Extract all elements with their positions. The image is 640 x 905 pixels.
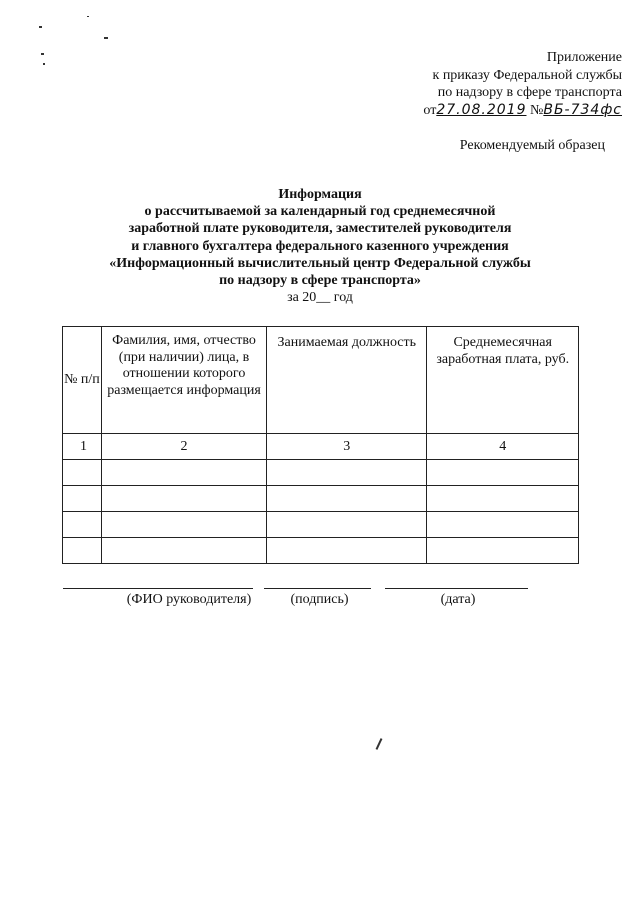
table-cell — [101, 460, 266, 486]
date-signature-line — [385, 588, 528, 589]
appendix-order-line: к приказу Федеральной службы — [432, 67, 622, 83]
recommended-sample-label: Рекомендуемый образец — [459, 138, 605, 153]
signature-line — [264, 588, 371, 589]
date-label: (дата) — [440, 592, 476, 607]
handwritten-order-number: ВБ-734фс — [543, 101, 622, 118]
number-prefix: № — [529, 102, 544, 118]
heading-line: «Информационный вычислительный центр Федеральной службы — [109, 255, 531, 271]
fio-label: (ФИО руководителя) — [126, 592, 252, 607]
table-cell — [427, 486, 579, 512]
appendix-date-line — [360, 102, 622, 120]
appendix-title: Приложение — [546, 50, 622, 65]
scan-speck — [41, 53, 44, 55]
fio-signature-line — [63, 588, 253, 589]
table-row — [63, 512, 579, 538]
table-cell — [63, 460, 102, 486]
signature-label: (подпись) — [290, 592, 349, 607]
scan-speck — [104, 37, 108, 39]
scan-speck — [43, 63, 45, 65]
scan-speck — [87, 16, 89, 17]
table-cell — [427, 512, 579, 538]
date-prefix: от — [423, 102, 437, 118]
header-position: Занимаемая должность — [267, 327, 427, 434]
table-cell — [427, 460, 579, 486]
table-row — [63, 538, 579, 564]
heading-line: заработной плате руководителя, заместителей руководителя — [128, 221, 512, 237]
table-cell — [267, 538, 427, 564]
table-cell — [101, 486, 266, 512]
header-average-salary: Среднемесячная заработная плата, руб. — [427, 327, 579, 434]
heading-line: и главного бухгалтера федерального казенного учреждения — [131, 238, 509, 254]
column-number: 1 — [63, 434, 102, 460]
table-cell — [427, 538, 579, 564]
appendix-block — [360, 49, 622, 119]
scan-speck — [376, 738, 383, 750]
table-cell — [101, 512, 266, 538]
column-number-row — [63, 434, 579, 460]
column-number: 4 — [427, 434, 579, 460]
table-cell — [267, 512, 427, 538]
table-cell — [63, 538, 102, 564]
table-cell — [267, 486, 427, 512]
column-number: 2 — [101, 434, 266, 460]
table-row — [63, 460, 579, 486]
table-row — [63, 486, 579, 512]
scan-speck — [39, 26, 42, 28]
table-cell — [63, 486, 102, 512]
handwritten-date: 27.08.2019 — [436, 101, 527, 118]
table-cell — [63, 512, 102, 538]
heading-line: о рассчитываемой за календарный год среднемесячной — [144, 204, 496, 220]
heading-title: Информация — [278, 187, 362, 202]
header-full-name: Фамилия, имя, отчество (при наличии) лица, в отношении которого размещается информация — [101, 327, 266, 434]
heading-year: за 20__ год — [287, 290, 353, 306]
heading-line: по надзору в сфере транспорта» — [219, 273, 421, 289]
information-table — [62, 326, 579, 564]
table-cell — [267, 460, 427, 486]
header-row-number: № п/п — [63, 327, 102, 434]
column-number: 3 — [267, 434, 427, 460]
appendix-agency-line: по надзору в сфере транспорта — [437, 85, 622, 100]
document-heading — [70, 186, 570, 306]
table-header-row — [63, 327, 579, 434]
table-cell — [101, 538, 266, 564]
